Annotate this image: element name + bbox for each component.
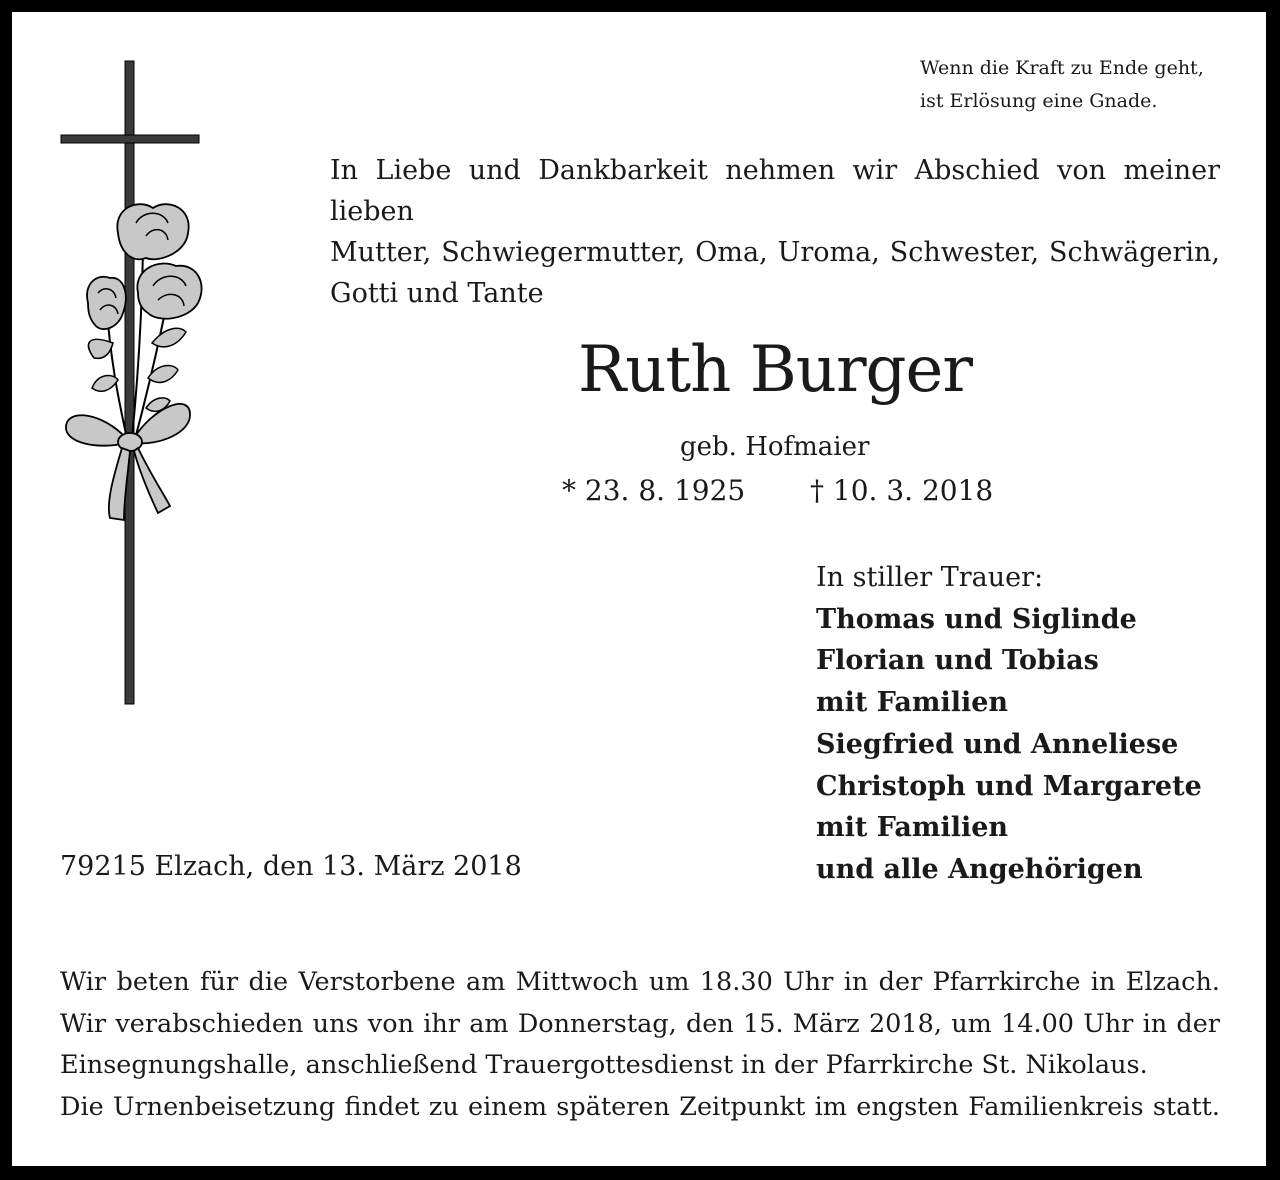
mourner-name: mit Familien (816, 812, 1009, 844)
obituary-notice (12, 12, 1266, 1166)
service-line-1: Wir beten für die Verstorbene am Mittwoch um 18.30 Uhr in der Pfarrkirche in Elzach. (60, 967, 1220, 997)
intro-line-1: In Liebe und Dankbarkeit nehmen wir Abschied von meiner lieben (330, 155, 1220, 227)
death-date: † 10. 3. 2018 (810, 474, 994, 507)
mourners-heading: In stiller Trauer: (816, 562, 1044, 593)
mourners-list (816, 557, 1202, 891)
intro-text (330, 150, 1220, 314)
mourner-name: Siegfried und Anneliese (816, 728, 1179, 760)
motto (920, 52, 1204, 118)
service-line-2: Wir verabschieden uns von ihr am Donnerstag, den 15. März 2018, um 14.00 Uhr in der (60, 1008, 1220, 1039)
service-info (60, 962, 1220, 1128)
place-date: 79215 Elzach, den 13. März 2018 (60, 851, 522, 882)
deceased-name: Ruth Burger (578, 333, 972, 407)
birth-date: * 23. 8. 1925 (562, 474, 746, 507)
motto-line-2: ist Erlösung eine Gnade. (920, 90, 1158, 112)
motto-line-1: Wenn die Kraft zu Ende geht, (920, 57, 1204, 79)
mourner-name: Thomas und Siglinde (816, 603, 1137, 635)
intro-line-2: Mutter, Schwiegermutter, Oma, Uroma, Schwester, Schwägerin, (330, 237, 1220, 268)
maiden-name: geb. Hofmaier (680, 432, 870, 462)
service-line-3: Einsegnungshalle, anschließend Trauergottesdienst in der Pfarrkirche St. Nikolaus. (60, 1050, 1148, 1080)
mourner-name: Christoph und Margarete (816, 770, 1202, 802)
service-line-4: Die Urnenbeisetzung findet zu einem späteren Zeitpunkt im engsten Familienkreis statt. (60, 1091, 1220, 1122)
intro-line-3: Gotti und Tante (330, 278, 544, 309)
mourner-name: Florian und Tobias (816, 645, 1099, 677)
cross-with-roses-icon (58, 58, 208, 708)
mourner-name: mit Familien (816, 687, 1009, 719)
mourner-name: und alle Angehörigen (816, 853, 1143, 885)
